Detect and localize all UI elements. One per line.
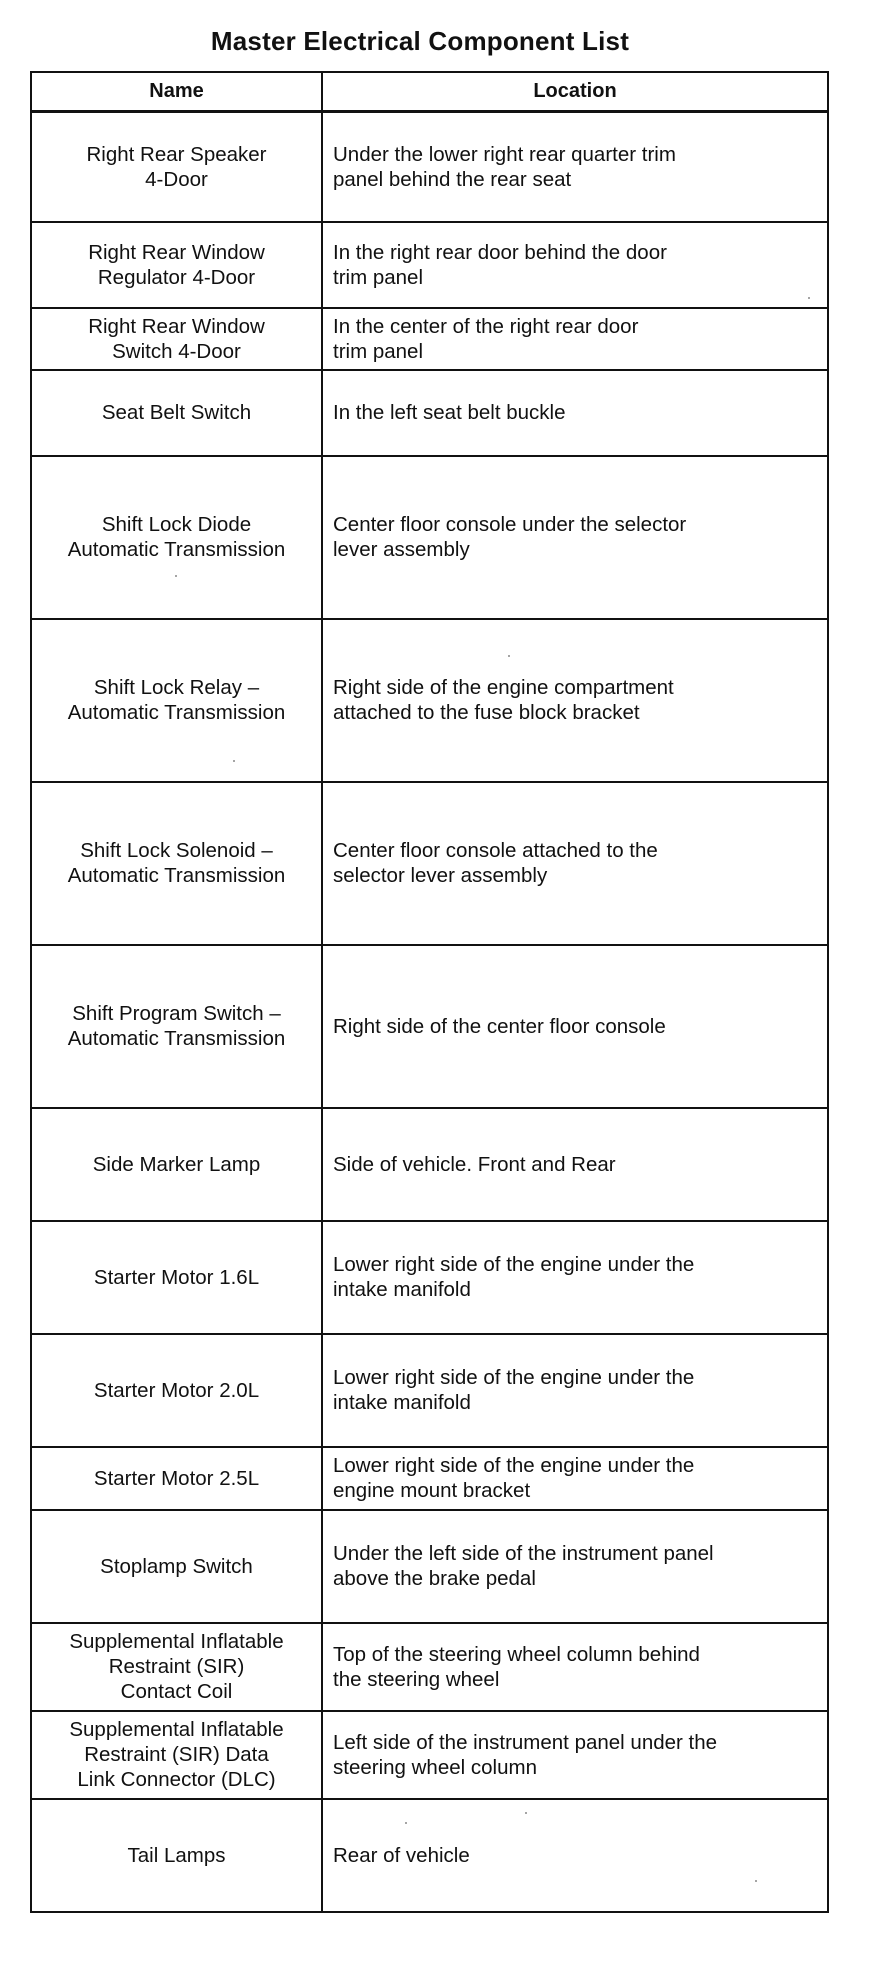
component-name: Stoplamp Switch [100, 1554, 253, 1578]
component-name: Right Rear Window Regulator 4-Door [88, 240, 265, 289]
component-location-cell [322, 782, 828, 945]
component-name: Seat Belt Switch [101, 401, 252, 424]
component-name-cell [31, 1221, 322, 1334]
table-row [31, 222, 828, 308]
component-name-cell [31, 112, 322, 222]
component-location-cell [322, 222, 828, 308]
table-row [31, 1623, 828, 1711]
table-row [31, 370, 828, 456]
component-location-cell [322, 1623, 828, 1711]
component-name-cell [31, 1623, 322, 1711]
table-row [31, 1510, 828, 1623]
scan-speck [508, 655, 510, 657]
table-row [31, 1108, 828, 1221]
scan-speck [755, 1880, 757, 1882]
component-location: Under the lower right rear quarter trim panel behind the rear seat [333, 142, 676, 191]
component-location: Center floor console attached to the selector lever assembly [333, 839, 658, 887]
component-name-cell [31, 308, 322, 370]
component-table [30, 71, 829, 1913]
component-name: Shift Lock Relay – Automatic Transmission [67, 676, 286, 724]
component-location: Lower right side of the engine under the intake manifold [333, 1366, 695, 1414]
component-location: Under the left side of the instrument panel above the brake pedal [333, 1542, 714, 1590]
component-name: Shift Lock Solenoid – Automatic Transmission [67, 839, 286, 887]
component-location-cell [322, 1711, 828, 1799]
component-name-cell [31, 782, 322, 945]
table-row [31, 308, 828, 370]
component-location-cell [322, 112, 828, 222]
component-name-cell [31, 456, 322, 619]
component-name: Side Marker Lamp [92, 1152, 261, 1176]
component-location-cell [322, 1334, 828, 1447]
component-name: Supplemental Inflatable Restraint (SIR) Data Link Connector (DLC) [69, 1718, 284, 1791]
component-name-cell [31, 1447, 322, 1510]
component-name-cell [31, 222, 322, 308]
scan-speck [233, 760, 235, 762]
component-location-cell [322, 1221, 828, 1334]
table-row [31, 112, 828, 222]
component-name: Tail Lamps [127, 1843, 226, 1867]
component-name-cell [31, 945, 322, 1108]
component-name: Shift Lock Diode Automatic Transmission [67, 513, 286, 561]
table-row [31, 782, 828, 945]
table-row [31, 456, 828, 619]
table-row [31, 945, 828, 1108]
component-name-cell [31, 1334, 322, 1447]
component-name-cell [31, 619, 322, 782]
component-name: Shift Program Switch – Automatic Transmission [67, 1002, 286, 1050]
location-column-header: Location [322, 72, 828, 112]
name-column-header: Name [31, 72, 322, 112]
component-name: Right Rear Window Switch 4-Door [88, 314, 265, 363]
page-title: Master Electrical Component List [210, 26, 630, 56]
component-location: Right side of the center floor console [333, 1014, 666, 1038]
component-location-cell [322, 456, 828, 619]
component-location-cell [322, 619, 828, 782]
component-location-cell [322, 1108, 828, 1221]
component-name-cell [31, 1799, 322, 1912]
component-location: Lower right side of the engine under the engine mount bracket [333, 1454, 695, 1502]
table-header-row [31, 72, 828, 112]
component-location: Center floor console under the selector lever assembly [333, 513, 687, 561]
component-location: Lower right side of the engine under the intake manifold [333, 1253, 695, 1301]
component-name-cell [31, 1711, 322, 1799]
scan-speck [405, 1822, 407, 1824]
component-name: Starter Motor 2.5L [93, 1466, 260, 1490]
component-name: Right Rear Speaker 4-Door [86, 142, 267, 191]
component-name: Starter Motor 1.6L [93, 1265, 260, 1289]
table-row [31, 1221, 828, 1334]
component-location-cell [322, 945, 828, 1108]
component-location: In the right rear door behind the door trim panel [333, 240, 667, 289]
table-row [31, 619, 828, 782]
scan-speck [808, 297, 810, 299]
component-location: Right side of the engine compartment attached to the fuse block bracket [333, 676, 674, 724]
component-location: In the center of the right rear door trim panel [333, 314, 639, 363]
component-location-cell [322, 1447, 828, 1510]
component-name: Starter Motor 2.0L [93, 1378, 260, 1402]
component-name-cell [31, 1510, 322, 1623]
component-location-cell [322, 1510, 828, 1623]
component-location: Side of vehicle. Front and Rear [333, 1152, 616, 1176]
scan-speck [175, 575, 177, 577]
component-name: Supplemental Inflatable Restraint (SIR) Contact Coil [69, 1630, 284, 1703]
table-row [31, 1447, 828, 1510]
component-location: Top of the steering wheel column behind the steering wheel [333, 1642, 700, 1691]
component-location-cell [322, 308, 828, 370]
component-location: Rear of vehicle [333, 1843, 470, 1867]
scan-speck [525, 1812, 527, 1814]
component-name-cell [31, 1108, 322, 1221]
component-location: In the left seat belt buckle [333, 401, 566, 424]
component-name-cell [31, 370, 322, 456]
table-row [31, 1334, 828, 1447]
component-location-cell [322, 370, 828, 456]
table-row [31, 1799, 828, 1912]
table-row [31, 1711, 828, 1799]
component-location-cell [322, 1799, 828, 1912]
component-location: Left side of the instrument panel under the steering wheel column [333, 1730, 718, 1779]
